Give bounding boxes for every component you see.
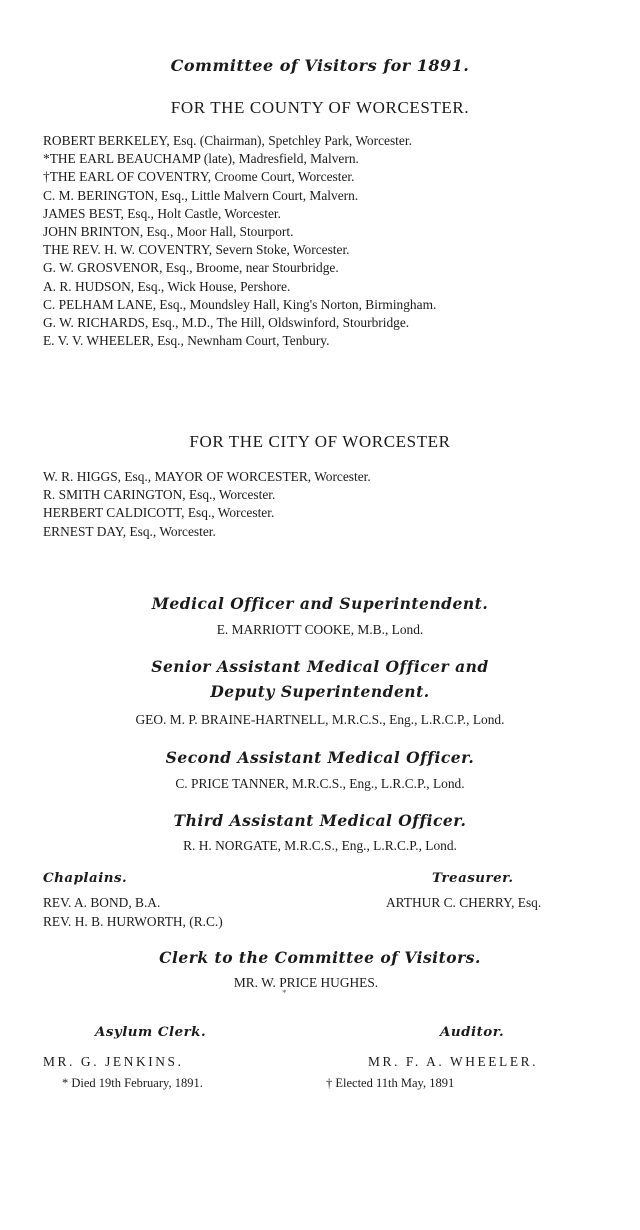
city-heading: FOR THE CITY OF WORCESTER (189, 432, 451, 451)
treasurer-name: ARTHUR C. CHERRY, Esq. (386, 895, 542, 910)
city-members-list (43, 468, 633, 541)
deputy-superintendent-heading: Deputy Superintendent. (210, 682, 430, 701)
medical-officer-name: E. MARRIOTT COOKE, M.B., Lond. (216, 622, 424, 637)
county-member: ROBERT BERKELEY, Esq. (Chairman), Spetchley Park, Worcester. (43, 133, 412, 148)
city-member: HERBERT CALDICOTT, Esq., Worcester. (43, 505, 275, 521)
medical-officer-heading: Medical Officer and Superintendent. (151, 594, 489, 613)
page-title: Committee of Visitors for 1891. (170, 56, 470, 75)
footnote-elected: † Elected 11th May, 1891 (326, 1076, 455, 1090)
third-assistant-name: R. H. NORGATE, M.R.C.S., Eng., L.R.C.P., Lond. (183, 838, 457, 853)
county-member: C. M. BERINGTON, Esq., Little Malvern Court, Malvern. (43, 187, 359, 203)
county-member: JAMES BEST, Esq., Holt Castle, Worcester. (43, 205, 281, 221)
city-member: W. R. HIGGS, Esq., MAYOR OF WORCESTER, Worcester. (43, 469, 371, 484)
second-assistant-heading: Second Assistant Medical Officer. (165, 748, 475, 767)
county-members-list (43, 132, 633, 350)
clerk-heading: Clerk to the Committee of Visitors. (159, 948, 481, 967)
county-member: THE REV. H. W. COVENTRY, Severn Stoke, Worcester. (43, 242, 350, 258)
county-member: E. V. V. WHEELER, Esq., Newnham Court, Tenbury. (43, 333, 330, 349)
county-member: †THE EARL OF COVENTRY, Croome Court, Worcester. (43, 169, 355, 185)
county-member: G. W. RICHARDS, Esq., M.D., The Hill, Oldswinford, Stourbridge. (43, 315, 410, 331)
chaplain-name: REV. A. BOND, B.A. (43, 895, 161, 910)
county-member: JOHN BRINTON, Esq., Moor Hall, Stourport. (43, 224, 294, 240)
county-member: A. R. HUDSON, Esq., Wick House, Pershore. (43, 278, 291, 294)
third-assistant-heading: Third Assistant Medical Officer. (173, 811, 467, 830)
county-heading: FOR THE COUNTY OF WORCESTER. (170, 98, 470, 117)
senior-assistant-heading: Senior Assistant Medical Officer and (151, 657, 489, 676)
clerk-name: MR. W. PRICE HUGHES. (233, 975, 379, 990)
asylum-clerk-heading: Asylum Clerk. (95, 1024, 207, 1040)
county-member: C. PELHAM LANE, Esq., Moundsley Hall, King's Norton, Birmingham. (43, 296, 437, 312)
chaplains-heading: Chaplains. (43, 870, 128, 886)
footnote-died: * Died 19th February, 1891. (62, 1076, 203, 1090)
city-member: R. SMITH CARINGTON, Esq., Worcester. (43, 487, 276, 503)
senior-assistant-name: GEO. M. P. BRAINE-HARTNELL, M.R.C.S., Eng., L.R.C.P., Lond. (135, 712, 505, 727)
auditor-name: MR. F. A. WHEELER. (368, 1054, 539, 1069)
county-member: *THE EARL BEAUCHAMP (late), Madresfield, Malvern. (43, 151, 359, 167)
asterisk-mark: * (282, 988, 287, 998)
treasurer-heading: Treasurer. (432, 870, 514, 886)
asylum-clerk-name: MR. G. JENKINS. (43, 1054, 184, 1069)
auditor-heading: Auditor. (440, 1024, 505, 1040)
county-member: G. W. GROSVENOR, Esq., Broome, near Stourbridge. (43, 260, 339, 276)
second-assistant-name: C. PRICE TANNER, M.R.C.S., Eng., L.R.C.P., Lond. (175, 776, 465, 791)
chaplain-name: REV. H. B. HURWORTH, (R.C.) (43, 914, 223, 929)
city-member: ERNEST DAY, Esq., Worcester. (43, 523, 216, 539)
